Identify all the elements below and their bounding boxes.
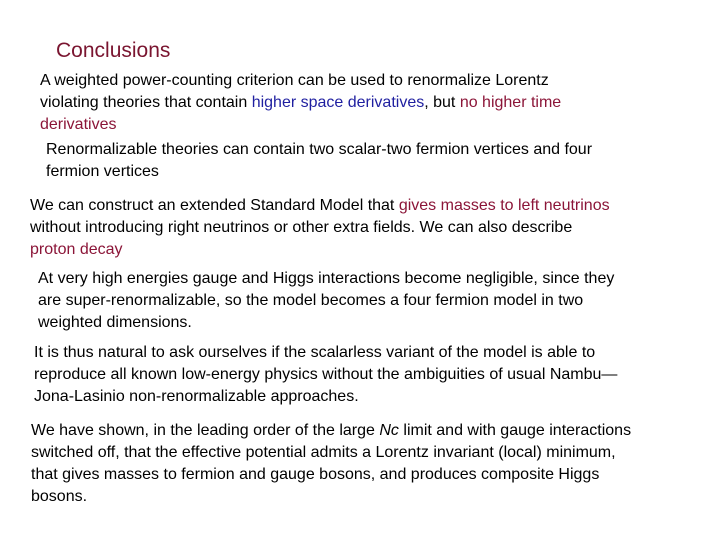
text-line: without introducing right neutrinos or other extra fields. We can also describe [30,219,573,236]
text-line: It is thus natural to ask ourselves if the scalarless variant of the model is able to [34,344,596,361]
text-line: bosons. [31,488,88,505]
text-line: are super-renormalizable, so the model becomes a four fermion model in two [38,292,584,309]
text-run: limit and with gauge interactions [398,422,632,439]
text-line: Renormalizable theories can contain two scalar-two fermion vertices and four [46,141,593,158]
highlight-no-higher-time: no higher time [459,94,562,111]
text-line: weighted dimensions. [38,314,192,331]
text-run: We have shown, in the leading order of the large [31,422,380,439]
paragraph-effective-potential [31,420,631,508]
highlight-left-neutrinos: gives masses to left neutrinos [398,197,610,214]
paragraph-high-energies [38,268,614,334]
text-line: Jona-Lasinio non-renormalizable approaches. [34,388,359,405]
nc-symbol: Nc [379,422,399,439]
highlight-proton-decay: proton decay [30,241,123,258]
text-line: fermion vertices [46,163,159,180]
text-run: We can construct an extended Standard Model that [30,197,399,214]
highlight-higher-space-derivatives: higher space derivatives [251,94,425,111]
text-line: switched off, that the effective potential admits a Lorentz invariant (local) minimum, [31,444,616,461]
text-line: A weighted power-counting criterion can be used to renormalize Lorentz [40,72,549,89]
text-line: At very high energies gauge and Higgs interactions become negligible, since they [38,270,615,287]
paragraph-renormalizable-theories [46,139,592,183]
slide-title: Conclusions [56,39,171,62]
text-line: reproduce all known low-energy physics without the ambiguities of usual Nambu— [34,366,618,383]
highlight-derivatives: derivatives [40,116,117,133]
text-line [31,420,631,442]
text-line [30,195,610,217]
paragraph-extended-standard-model [30,195,610,261]
text-run: violating theories that contain [40,94,252,111]
paragraph-scalarless-variant [34,342,617,408]
text-line [40,92,561,114]
text-run: , but [424,94,460,111]
text-line: that gives masses to fermion and gauge bosons, and produces composite Higgs [31,466,600,483]
paragraph-power-counting [40,70,561,136]
